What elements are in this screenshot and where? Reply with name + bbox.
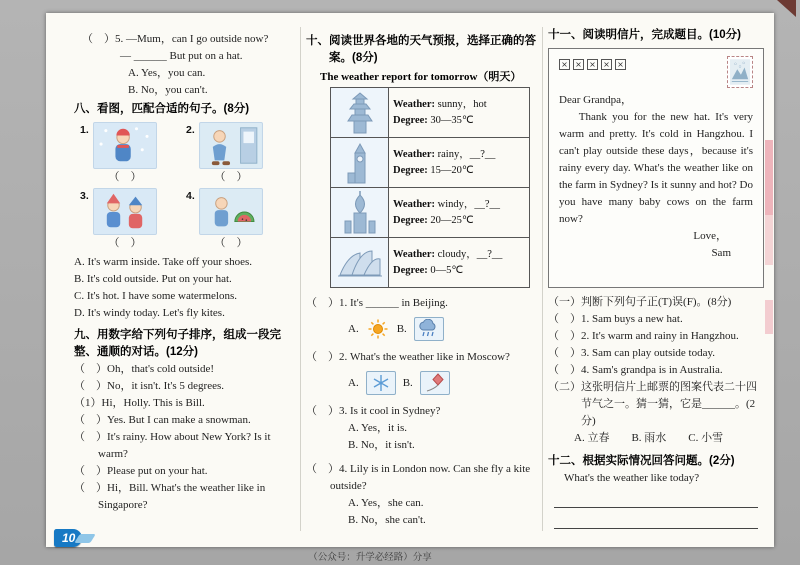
table-row-sydney — [331, 238, 530, 288]
snowflake-icon — [366, 371, 396, 395]
section-8-option-d: D. It's windy today. Let's fly kites. — [74, 307, 225, 319]
indoors-shoes-illustration — [200, 123, 262, 168]
option-a-label: A. — [348, 376, 359, 389]
question-2-stem: （ ）2. What's the weather like in Moscow? — [306, 351, 510, 363]
section-8-option-b: B. It's cold outside. Put on your hat. — [74, 273, 232, 285]
child-watermelon-illustration — [200, 189, 262, 234]
section-9-item: （1）Hi，Holly. This is Bill. — [74, 397, 205, 409]
picture-4-number: 4. — [186, 190, 195, 202]
section-9-item: （ ）It's rainy. How about New York? Is it warm? — [74, 431, 271, 460]
column-divider-left — [300, 27, 301, 531]
table-row-london — [331, 138, 530, 188]
section-8-picture-grid — [80, 122, 300, 251]
section-12-question: What's the weather like today? — [564, 472, 700, 484]
weather-table-title: The weather report for tomorrow（明天） — [320, 71, 522, 83]
page-corner-fold — [777, 0, 796, 17]
picture-4-illustration — [199, 188, 263, 235]
column-divider-right — [542, 27, 543, 531]
middle-column — [306, 31, 536, 529]
left-column — [74, 31, 300, 514]
degree-row-text: Degree: 0—5℃ — [393, 264, 464, 276]
x-box-icon: × — [587, 59, 598, 70]
question-5-option-b: B. No，you can't. — [128, 84, 208, 96]
page-edge-mark — [765, 215, 773, 265]
section-8-option-a: A. It's warm inside. Take off your shoes. — [74, 256, 252, 268]
part-1-item: （ ）3. Sam can play outside today. — [548, 347, 716, 359]
part-1-item: （ ）2. It's warm and rainy in Hangzhou. — [548, 330, 739, 342]
moscow-cathedral-landmark-icon — [331, 188, 389, 238]
degree-row-text: Degree: 15—20℃ — [393, 164, 474, 176]
question-4-option-a: A. Yes，she can. — [348, 497, 424, 509]
picture-2-illustration — [199, 122, 263, 169]
rain-cloud-icon — [414, 317, 444, 341]
cold-child-illustration — [94, 123, 156, 168]
page-number: 10 — [54, 529, 82, 547]
beijing-landmark-icon — [331, 88, 389, 138]
section-10-title: 十、阅读世界各地的天气预报，选择正确的答案。(8分) — [306, 35, 536, 64]
section-9-item: （ ）Oh，that's cold outside! — [74, 363, 215, 375]
question-3-option-a: A. Yes，it is. — [348, 422, 407, 434]
answer-line — [554, 511, 758, 529]
stamp-icon — [727, 56, 753, 88]
weather-row-text: Weather: cloudy，__?__ — [393, 248, 503, 260]
picture-cell-2 — [186, 122, 292, 185]
question-4-stem: （ ）4. Lily is in London now. Can she fly a kite outside? — [306, 463, 531, 492]
picture-cell-4 — [186, 188, 292, 251]
sun-icon — [366, 317, 390, 341]
x-box-icon: × — [615, 59, 626, 70]
part-1-item: （ ）1. Sam buys a new hat. — [548, 313, 683, 325]
table-row-moscow — [331, 188, 530, 238]
picture-1-number: 1. — [80, 124, 89, 136]
picture-2-answer-blank: （ ） — [214, 171, 248, 183]
section-8-title: 八、看图，匹配合适的句子。(8分) — [74, 103, 250, 115]
weather-row-text: Weather: rainy，__?__ — [393, 148, 496, 160]
right-column — [548, 25, 764, 529]
section-9-item: （ ）Yes. But I can make a snowman. — [74, 414, 251, 426]
section-9-item: （ ）Please put on your hat. — [74, 465, 208, 477]
page-edge-mark — [765, 300, 773, 334]
postcard-code-boxes — [559, 56, 626, 70]
option-a-label: A. — [348, 322, 359, 335]
table-row-beijing — [331, 88, 530, 138]
postcard-closing: Love， — [693, 230, 727, 242]
picture-4-answer-blank: （ ） — [214, 237, 248, 249]
picture-cell-3 — [80, 188, 186, 251]
question-3-stem: （ ）3. Is it cool in Sydney? — [306, 405, 441, 417]
part-2-options: A. 立春 B. 雨水 C. 小雪 — [574, 432, 724, 444]
question-5-stem: （ ）5. —Mum，can I go outside now? — [82, 33, 269, 45]
option-b-label: B. — [402, 376, 413, 389]
picture-3-illustration — [93, 188, 157, 235]
section-9-item: （ ）No，it isn't. It's 5 degrees. — [74, 380, 225, 392]
question-4-option-b: B. No，she can't. — [348, 514, 426, 526]
kite-icon — [420, 371, 450, 395]
postcard-body: Thank you for the new hat. It's very warm and pretty. It's cold in Hangzhou. I can't play outside these days，because it's rainy every day. What's the weather like on the farm in Sydney? Is it sunny and hot? Do you have many baby cows on the farm now? — [559, 111, 753, 225]
picture-2-number: 2. — [186, 124, 195, 136]
sydney-opera-house-landmark-icon — [331, 238, 389, 288]
section-12-title: 十二、根据实际情况回答问题。(2分) — [548, 455, 735, 467]
postcard-header — [559, 56, 753, 88]
question-1-icon-options — [348, 316, 536, 342]
weather-report-table — [330, 87, 530, 288]
question-1-stem: （ ）1. It's ______ in Beijing. — [306, 297, 448, 309]
question-5-reply: — ______ But put on a hat. — [120, 50, 243, 62]
big-ben-landmark-icon — [331, 138, 389, 188]
part-2-title: （二）这张明信片上邮票的图案代表二十四节气之一。猜一猜，它是______。(2分) — [548, 381, 757, 427]
x-box-icon: × — [573, 59, 584, 70]
weather-row-text: Weather: sunny，hot — [393, 98, 487, 110]
badge-swoosh-icon — [75, 534, 97, 543]
page-number-badge — [54, 529, 93, 547]
paper-page — [46, 13, 774, 547]
section-9-title: 九、用数字给下列句子排序，组成一段完整、通顺的对话。(12分) — [74, 329, 281, 358]
children-hats-illustration — [94, 189, 156, 234]
answer-line — [554, 490, 758, 508]
x-box-icon: × — [601, 59, 612, 70]
question-3-option-b: B. No，it isn't. — [348, 439, 415, 451]
picture-cell-1 — [80, 122, 186, 185]
picture-3-number: 3. — [80, 190, 89, 202]
section-9-item: （ ）Hi，Bill. What's the weather like in Singapore? — [74, 482, 266, 511]
footer-note: （公众号：升学必经路）分享 — [308, 552, 432, 563]
postcard-signature: Sam — [711, 247, 731, 259]
section-8-option-c: C. It's hot. I have some watermelons. — [74, 290, 237, 302]
section-11-title: 十一、阅读明信片，完成题目。(10分) — [548, 29, 741, 41]
weather-row-text: Weather: windy，__?__ — [393, 198, 501, 210]
picture-3-answer-blank: （ ） — [108, 237, 142, 249]
option-b-label: B. — [396, 322, 407, 335]
degree-row-text: Degree: 20—25℃ — [393, 214, 474, 226]
question-2-icon-options — [348, 370, 536, 396]
x-box-icon: × — [559, 59, 570, 70]
degree-row-text: Degree: 30—35℃ — [393, 114, 474, 126]
part-1-title: （一）判断下列句子正(T)误(F)。(8分) — [548, 296, 732, 308]
postcard-salutation: Dear Grandpa， — [559, 94, 632, 106]
picture-1-answer-blank: （ ） — [108, 171, 142, 183]
page-edge-mark — [765, 140, 773, 215]
part-1-item: （ ）4. Sam's grandpa is in Australia. — [548, 364, 723, 376]
question-5-option-a: A. Yes，you can. — [128, 67, 206, 79]
postcard — [548, 48, 764, 288]
picture-1-illustration — [93, 122, 157, 169]
